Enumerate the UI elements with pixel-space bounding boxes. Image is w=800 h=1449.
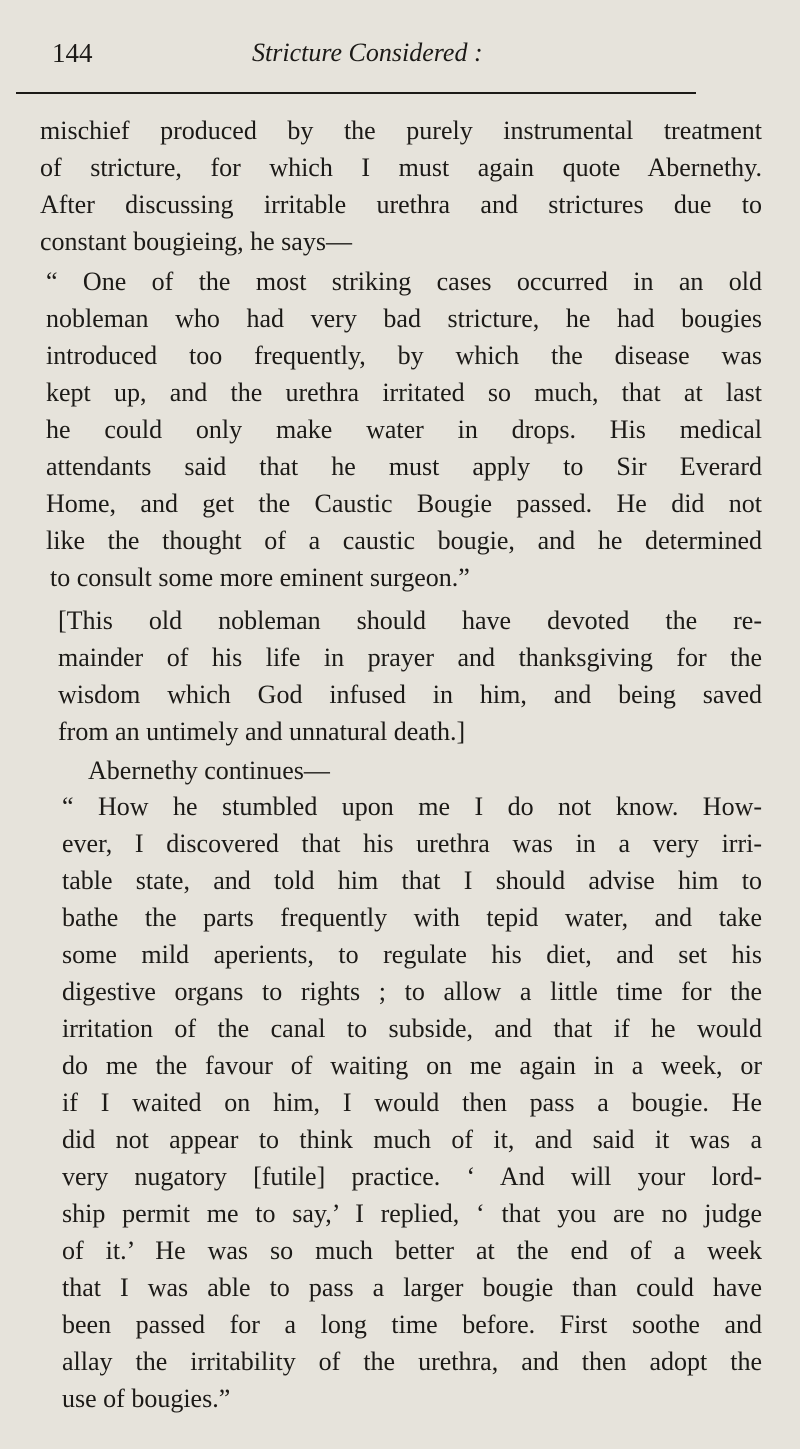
page-number: 144 [52,38,93,68]
text-line: wisdom which God infused in him, and being saved [58,680,762,709]
text-line: like the thought of a caustic bougie, and he determined [46,526,762,555]
text-line: of it.’ He was so much better at the end of a week [62,1236,762,1265]
text-line: “ How he stumbled upon me I do not know. How- [62,792,762,821]
text-line: some mild aperients, to regulate his diet, and set his [62,940,762,969]
text-line: very nugatory [futile] practice. ‘ And will your lord- [62,1162,762,1191]
text-line: nobleman who had very bad stricture, he had bougies [46,304,762,333]
text-line: been passed for a long time before. First soothe and [62,1310,762,1339]
text-line: irritation of the canal to subside, and that if he would [62,1014,762,1043]
text-line: he could only make water in drops. His medical [46,415,762,444]
text-line: use of bougies.” [62,1384,231,1413]
text-line: Home, and get the Caustic Bougie passed. He did not [46,489,762,518]
text-line: ship permit me to say,’ I replied, ‘ that you are no judge [62,1199,762,1228]
text-line: table state, and told him that I should advise him to [62,866,762,895]
text-line: constant bougieing, he says— [40,227,352,256]
text-line: to consult some more eminent surgeon.” [50,563,470,592]
text-line: mainder of his life in prayer and thanksgiving for the [58,643,762,672]
text-line: of stricture, for which I must again quote Abernethy. [40,153,762,182]
running-title: Stricture Considered : [252,38,483,67]
text-line: did not appear to think much of it, and said it was a [62,1125,762,1154]
header-rule [16,92,696,94]
text-line: attendants said that he must apply to Sir Everard [46,452,762,481]
text-line: digestive organs to rights ; to allow a little time for the [62,977,762,1006]
text-line: introduced too frequently, by which the disease was [46,341,762,370]
page-header [40,30,700,80]
text-line: [This old nobleman should have devoted the re- [58,606,762,635]
text-line: kept up, and the urethra irritated so much, that at last [46,378,762,407]
text-line: if I waited on him, I would then pass a bougie. He [62,1088,762,1117]
text-line: allay the irritability of the urethra, and then adopt the [62,1347,762,1376]
text-line: mischief produced by the purely instrumental treatment [40,116,762,145]
text-line: bathe the parts frequently with tepid water, and take [62,903,762,932]
text-line: ever, I discovered that his urethra was in a very irri- [62,829,762,858]
text-line: “ One of the most striking cases occurred in an old [46,267,762,296]
text-line: do me the favour of waiting on me again in a week, or [62,1051,762,1080]
text-line: that I was able to pass a larger bougie than could have [62,1273,762,1302]
text-line: Abernethy continues— [88,756,330,785]
text-line: After discussing irritable urethra and strictures due to [40,190,762,219]
text-line: from an untimely and unnatural death.] [58,717,466,746]
